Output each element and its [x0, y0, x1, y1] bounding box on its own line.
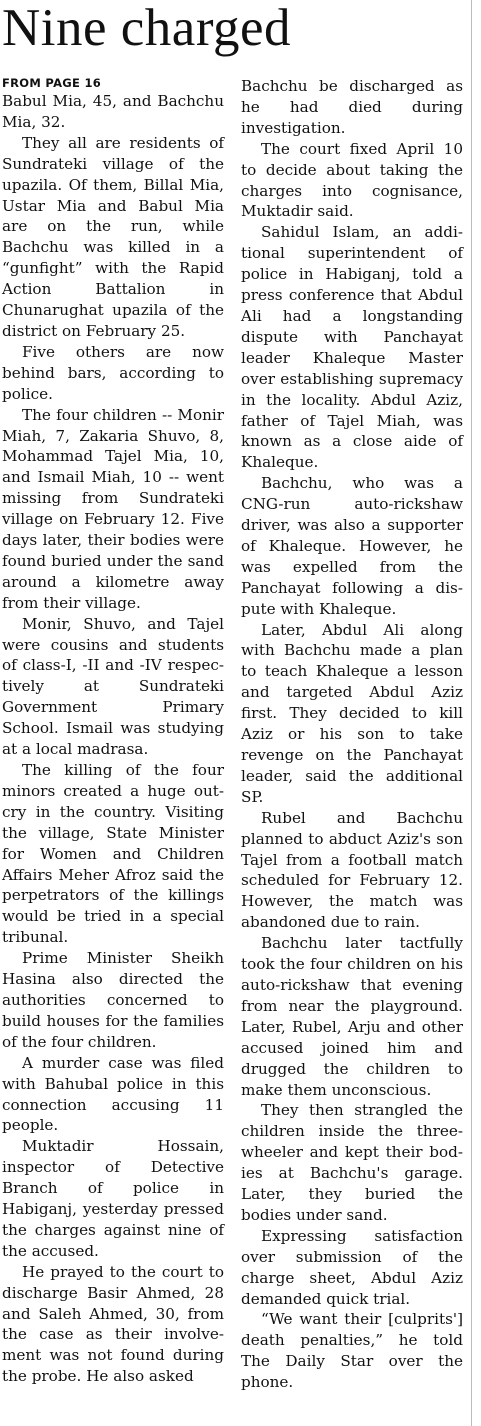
- paragraph: Five others are now behind bars, according to police.: [2, 342, 224, 403]
- paragraph: Prime Minister Sheikh Hasina also directed the authorities concerned to build houses for the families of the four children.: [2, 949, 224, 1051]
- article-column-right: [241, 76, 463, 1393]
- paragraph: The court fixed April 10 to decide about taking the charges into cognisance, Muktadir said.: [241, 139, 463, 221]
- article-column-left: [2, 76, 224, 1387]
- paragraph: Sahidul Islam, an additional superintendent of police in Habiganj, told a press conference that Abdul Ali had a longstanding dispute with Panchayat leader Khaleque Master over establishing supremacy in the locality. Abdul Aziz, father of Tajel Miah, was known as a close aide of Khaleque.: [241, 223, 463, 472]
- paragraph: Bachchu later tactfully took the four children on his auto-rickshaw that evening from near the playground. Later, Rubel, Arju and other accused joined him and drugged the children to make them unconscious.: [241, 934, 463, 1099]
- paragraph: They all are residents of Sundrateki village of the upazila. Of them, Billal Mia, Ustar Mia and Babul Mia are on the run, while Bachchu was killed in a “gunfight” with the Rapid Action Battalion in Chunarughat upazila of the district on February 25.: [2, 133, 224, 340]
- paragraph: Babul Mia, 45, and Bachchu Mia, 32.: [2, 92, 224, 131]
- column-divider: [471, 0, 472, 1426]
- paragraph: Muktadir Hossain, inspector of Detective Branch of police in Habiganj, yesterday pressed the charges against nine of the accused.: [2, 1137, 224, 1260]
- paragraph: Bachchu be discharged as he had died during investigation.: [241, 77, 463, 137]
- headline: Nine charged: [2, 0, 292, 57]
- paragraph: He prayed to the court to discharge Basir Ahmed, 28 and Saleh Ahmed, 30, from the case as their involvement was not found during the probe. He also asked: [2, 1262, 224, 1386]
- dateline: FROM PAGE 16: [2, 76, 102, 90]
- paragraph: Rubel and Bachchu planned to abduct Aziz's son Tajel from a football match scheduled for February 12. However, the match was abandoned due to rain.: [241, 808, 463, 932]
- paragraph: Bachchu, who was a CNG-run auto-rickshaw driver, was also a supporter of Khaleque. However, he was expelled from the Panchayat following a dispute with Khaleque.: [241, 474, 463, 618]
- paragraph: Monir, Shuvo, and Tajel were cousins and students of class-I, -II and -IV respectively at Sundrateki Government Primary School. Ismail was studying at a local madrasa.: [2, 614, 224, 759]
- paragraph: A murder case was filed with Bahubal police in this connection accusing 11 people.: [2, 1053, 224, 1135]
- paragraph: Later, Abdul Ali along with Bachchu made a plan to teach Khaleque a lesson and targeted Abdul Aziz first. They decided to kill Aziz or his son to take revenge on the Panchayat leader, said the additional SP.: [241, 620, 463, 806]
- paragraph: Expressing satisfaction over submission of the charge sheet, Abdul Aziz demanded quick trial.: [241, 1226, 463, 1308]
- paragraph: “We want their [culprits'] death penalties,” he told The Daily Star over the phone.: [241, 1310, 463, 1392]
- paragraph: The killing of the four minors created a huge outcry in the country. Visiting the village, State Minister for Women and Children Affairs Meher Afroz said the perpetrators of the killings would be tried in a special tribunal.: [2, 761, 224, 947]
- paragraph: The four children -- Monir Miah, 7, Zakaria Shuvo, 8, Mohammad Tajel Mia, 10, and Ismail Miah, 10 -- went missing from Sundrateki village on February 12. Five days later, their bodies were found buried under the sand around a kilometre away from their village.: [2, 405, 224, 612]
- paragraph: They then strangled the children inside the three-wheeler and kept their bodies at Bachchu's garage. Later, they buried the bodies under sand.: [241, 1101, 463, 1224]
